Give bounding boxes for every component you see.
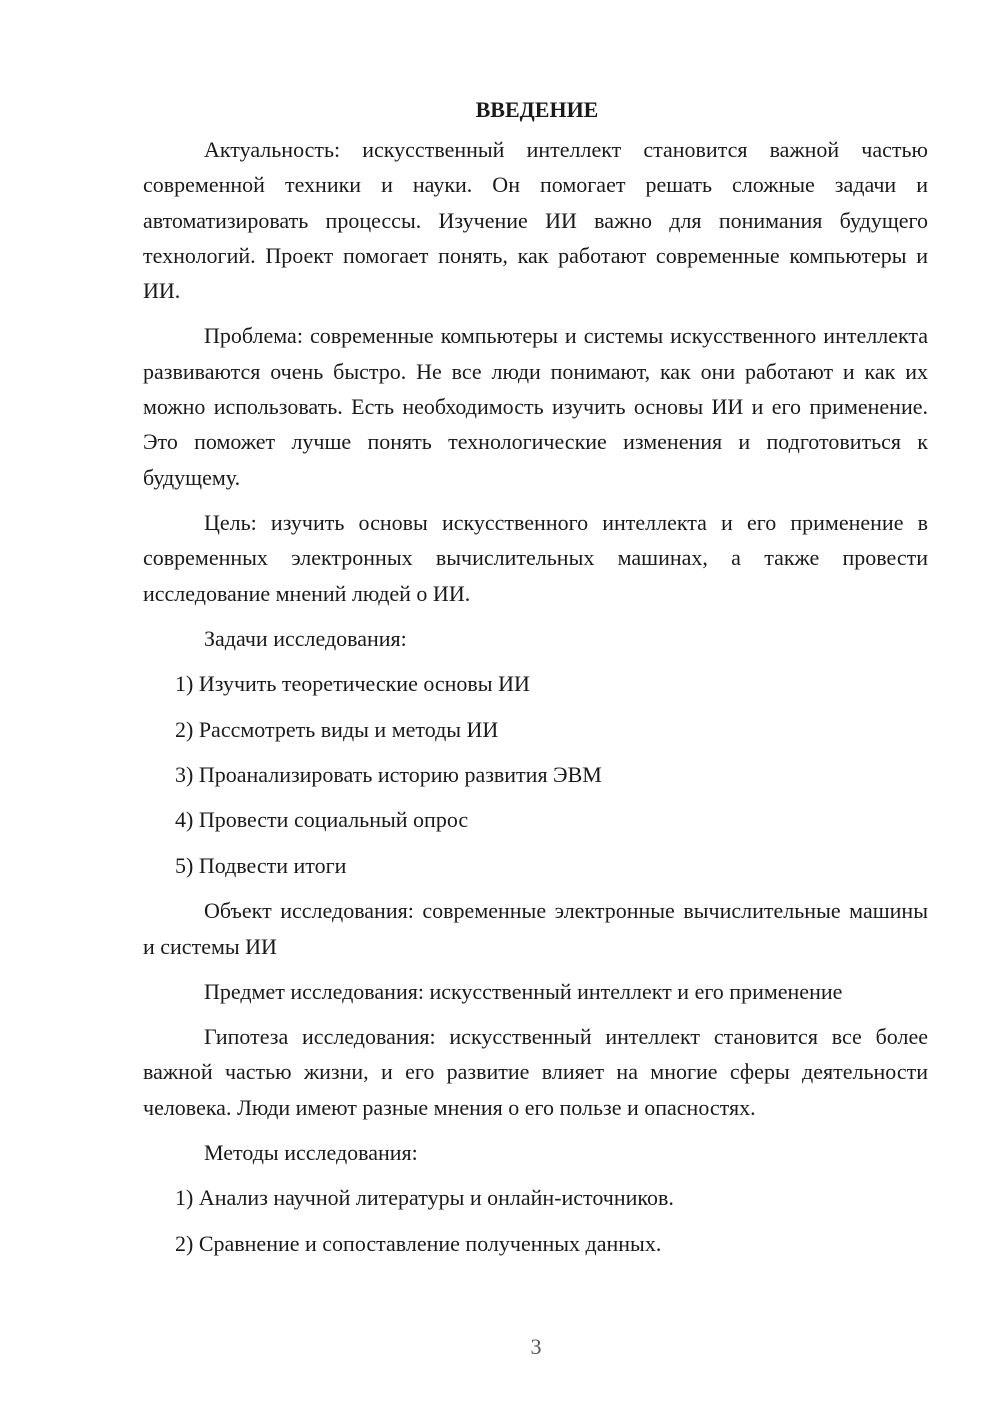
task-item: 4) Провести социальный опрос (175, 807, 469, 833)
hypothesis-paragraph: Гипотеза исследования: искусственный интеллект становится все более важной частью жизни, и его развитие влияет на многие сферы деятельности человека. Люди имеют разные мнения о его пользе и опасностях. (143, 1024, 928, 1120)
methods-list (143, 1180, 928, 1261)
task-item: 3) Проанализировать историю развития ЭВМ (175, 762, 602, 788)
page-title: ВВЕДЕНИЕ (475, 97, 599, 122)
tasks-list (143, 666, 928, 883)
relevance-paragraph: Актуальность: искусственный интеллект становится важной частью современной техники и науки. Он помогает решать сложные задачи и автоматизировать процессы. Изучение ИИ важно для понимания будущего технологий. Проект помогает понять, как работают современные компьютеры и ИИ. (143, 137, 928, 304)
method-item: 1) Анализ научной литературы и онлайн-источников. (175, 1185, 674, 1211)
method-item: 2) Сравнение и сопоставление полученных данных. (175, 1230, 662, 1256)
document-body (143, 92, 928, 1271)
tasks-heading: Задачи исследования: (204, 625, 407, 651)
methods-heading: Методы исследования: (204, 1140, 418, 1166)
task-item: 1) Изучить теоретические основы ИИ (175, 671, 530, 697)
goal-paragraph: Цель: изучить основы искусственного интеллекта и его применение в современных электронных вычислительных машинах, а также провести исследование мнений людей о ИИ. (143, 509, 928, 606)
task-item: 2) Рассмотреть виды и методы ИИ (175, 716, 499, 742)
task-item: 5) Подвести итоги (175, 852, 347, 878)
subject-paragraph: Предмет исследования: искусственный интеллект и его применение (204, 978, 843, 1004)
object-paragraph: Объект исследования: современные электронные вычислительные машины и системы ИИ (143, 898, 928, 959)
page-number: 3 (530, 1334, 542, 1359)
problem-paragraph: Проблема: современные компьютеры и системы искусственного интеллекта развиваются очень быстро. Не все люди понимают, как они работают и как их можно использовать. Есть необходимость изучить основы ИИ и его применение. Это поможет лучше понять технологические изменения и подготовиться к будущему. (143, 323, 928, 490)
